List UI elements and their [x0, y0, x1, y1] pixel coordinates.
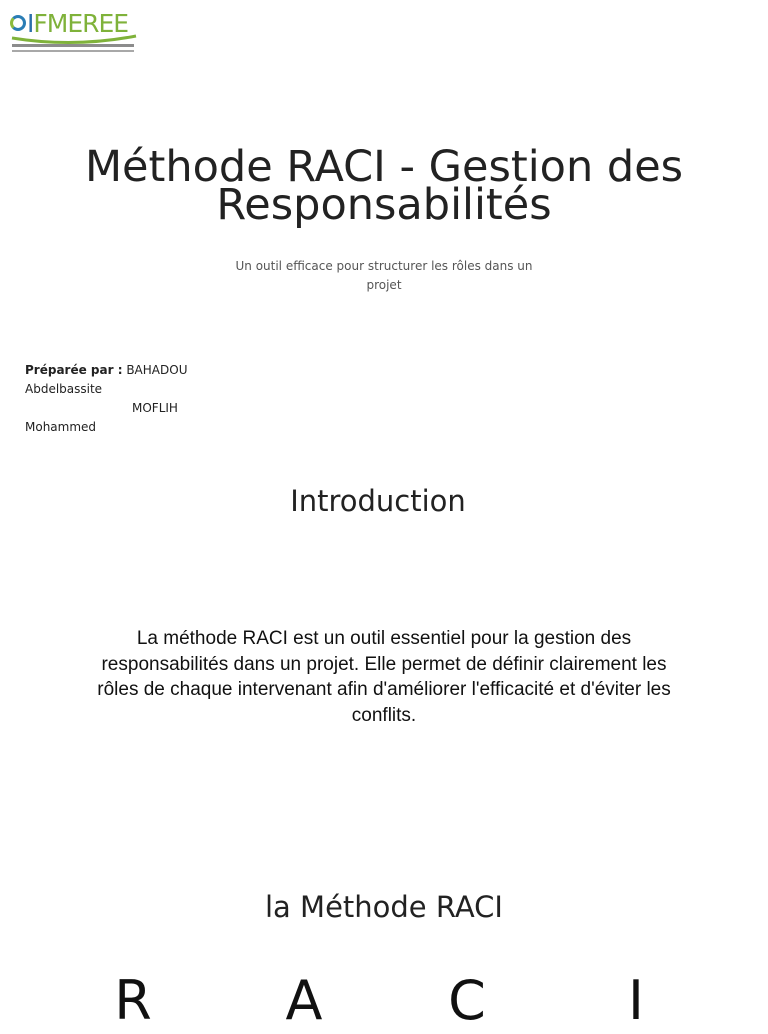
logo-swoosh-icon: [10, 34, 138, 56]
raci-letter-a: A: [285, 969, 323, 1032]
author-1-first-name: BAHADOU: [126, 363, 188, 377]
author-2-last-name: Mohammed: [25, 420, 97, 434]
page-title: Méthode RACI - Gestion des Responsabilités: [84, 142, 684, 230]
raci-letter-i: I: [628, 969, 644, 1032]
logo-letters: FMEREE: [33, 8, 129, 38]
logo-ring-icon: [10, 15, 26, 31]
prepared-by-block: [25, 361, 195, 437]
raci-heading: la Méthode RACI: [265, 890, 503, 924]
author-1-last-name: Abdelbassite: [25, 382, 103, 396]
introduction-heading: Introduction: [290, 484, 466, 518]
logo-letter-i: I: [27, 8, 34, 38]
raci-letter-c: C: [448, 969, 486, 1032]
raci-letters-row: [0, 968, 768, 1032]
author-2-first-name: MOFLIH: [132, 401, 178, 415]
raci-letter-r: R: [114, 969, 152, 1032]
introduction-paragraph: La méthode RACI est un outil essentiel pour la gestion des responsabilités dans un projet. Elle permet de définir clairement les rôles de chaque intervenant afin d'améliorer l'efficacité et d'éviter les conflits.: [97, 628, 671, 726]
prepared-by-label: Préparée par :: [25, 363, 123, 377]
page-subtitle: Un outil efficace pour structurer les rôles dans un projet: [235, 259, 533, 292]
ifmeree-logo: [10, 8, 138, 56]
